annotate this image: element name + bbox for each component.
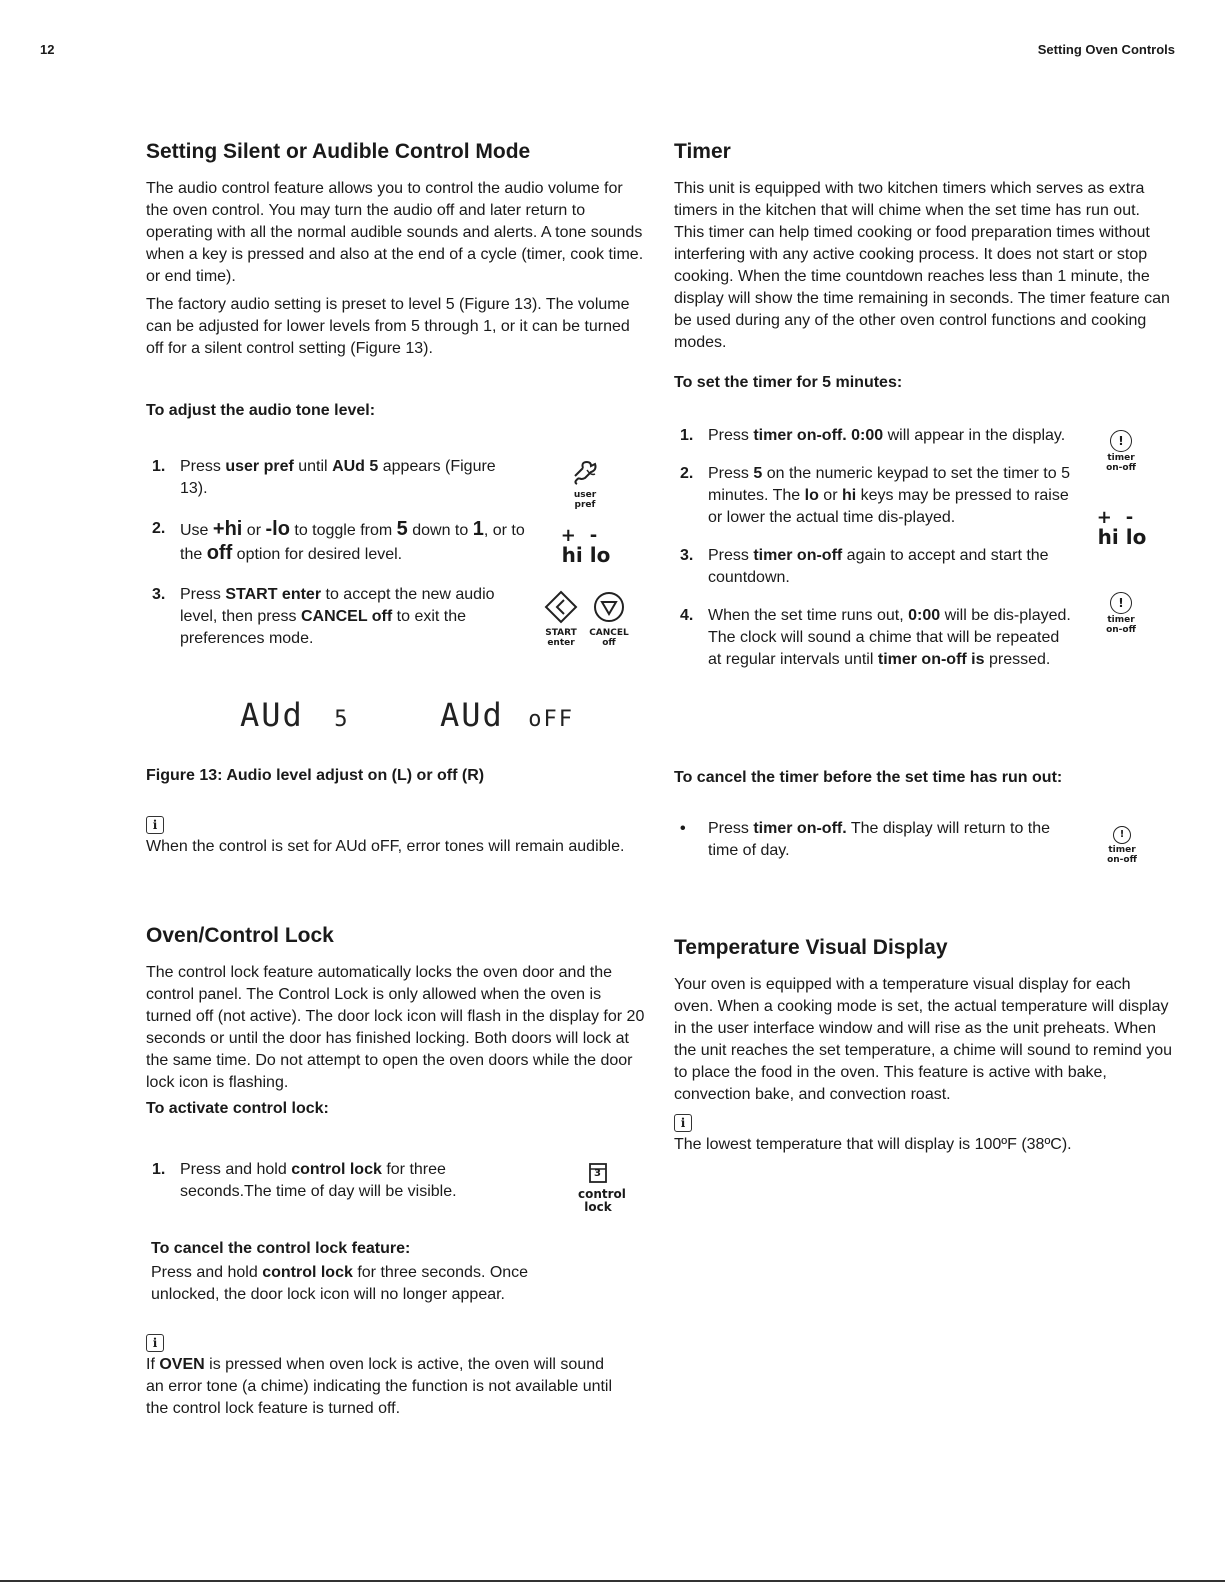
- timer-steps: [674, 425, 1074, 671]
- timer-hi-lo-icon: +- hi lo: [1096, 507, 1148, 549]
- display-audio-on: AUd 5: [240, 696, 350, 734]
- audio-para2: The factory audio setting is preset to level 5 (Figure 13). The volume can be adjusted for lower levels from 5 through 1, or it can be turned off for a silent control setting (Figure 13).: [146, 296, 630, 357]
- lock-title: Oven/Control Lock: [146, 924, 334, 947]
- user-pref-icon: user pref: [560, 458, 610, 510]
- lock-step-1: 1. Press and hold control lock for three seconds.The time of day will be visible.: [152, 1161, 457, 1200]
- control-lock-icon: 3 control lock: [572, 1162, 624, 1214]
- timer-icon: ! timer on-off: [1098, 822, 1146, 865]
- temp-para: Your oven is equipped with a temperature visual display for each oven. When a cooking mode is set, the actual temperature will display in the user interface window and will rise as the unit preheats. When the unit reaches the set temperature, a chime will sound to remind you to place the food in the oven. This feature is active with bake, convection bake, and convection roast.: [674, 976, 1173, 1103]
- audio-steps: [146, 456, 526, 650]
- audio-subhead: To adjust the audio tone level:: [146, 402, 376, 419]
- info-note-icon: i: [146, 816, 164, 834]
- timer-step-2: 2. Press 5 on the numeric keypad to set the timer to 5 minutes. The lo or hi keys may be pressed to raise or lower the actual time dis-played.: [680, 465, 1070, 526]
- bottom-rule: [0, 1580, 1225, 1582]
- audio-step-2: 2. Use +hi or -lo to toggle from 5 down to 1, or to the off option for desired level.: [152, 518, 525, 564]
- timer-step-3: 3. Press timer on-off again to accept and start the countdown.: [680, 547, 1049, 586]
- timer-step-4: 4. When the set time runs out, 0:00 will be dis-played. The clock will sound a chime that will be repeated at regular intervals until timer on-off is pressed.: [680, 607, 1071, 668]
- audio-step-1: 1. Press user pref until AUd 5 appears (Figure 13).: [152, 458, 496, 497]
- temp-note: The lowest temperature that will display is 100ºF (38ºC).: [674, 1136, 1072, 1153]
- display-audio-off: AUd oFF: [440, 696, 574, 734]
- timer-cancel-subhead: To cancel the timer before the set time has run out:: [674, 769, 1063, 786]
- section-title: Setting Oven Controls: [1037, 42, 1175, 57]
- temp-title: Temperature Visual Display: [674, 936, 948, 959]
- timer-step-1: 1. Press timer on-off. 0:00 will appear in the display.: [680, 427, 1066, 444]
- lock-para: The control lock feature automatically locks the oven door and the control panel. The Control Lock is only allowed when the oven is turned off (not active). The door lock icon will flash in the display for 20 seconds or until the door has finished locking. Both doors will lock at the same time. Do not attempt to open the oven doors while the door lock icon is flashing.: [146, 964, 645, 1091]
- timer-title: Timer: [674, 140, 731, 163]
- figure-caption: Figure 13: Audio level adjust on (L) or off (R): [146, 767, 485, 784]
- timer-section: [674, 140, 1174, 360]
- lock-note: i If OVEN is pressed when oven lock is active, the oven will sound an error tone (a chime) indicating the function is not available until the control lock feature is turned off.: [146, 1336, 613, 1417]
- timer-icon: ! timer on-off: [1096, 592, 1146, 635]
- timer-para: This unit is equipped with two kitchen timers which serves as extra timers in the kitchen that will chime when the set time has run out. This timer can help timed cooking or food preparation times without interfering with any active cooking process. It does not start or stop cooking. When the time countdown reaches less than 1 minute, the display will show the time remaining in seconds. The timer feature can be used during any of the other oven control functions and cooking modes.: [674, 180, 1170, 351]
- info-note-icon: i: [674, 1114, 692, 1132]
- page-number: 12: [40, 42, 55, 57]
- audio-step-3: 3. Press START enter to accept the new audio level, then press CANCEL off to exit the preferences mode.: [152, 586, 495, 647]
- lock-steps: [146, 1159, 526, 1203]
- timer-cancel-bullet: • Press timer on-off. The display will return to the time of day.: [680, 820, 1051, 859]
- info-note-icon: i: [146, 1334, 164, 1352]
- lock-cancel: To cancel the control lock feature: Press and hold control lock for three seconds. Once unlocked, the door lock icon will no longer appear.: [151, 1240, 529, 1303]
- hi-lo-icon: +- hi lo: [560, 525, 612, 567]
- timer-subhead: To set the timer for 5 minutes:: [674, 374, 903, 391]
- audio-para1: The audio control feature allows you to control the audio volume for the oven control. You may turn the audio off and later return to operating with all the normal audible sounds and alerts. A tone sounds when a key is pressed and also at the end of a cycle (timer, cook time. or end time).: [146, 180, 644, 285]
- lock-section: [146, 924, 646, 1118]
- start-enter-icon: START enter: [536, 590, 586, 648]
- audio-section: [146, 140, 646, 366]
- cancel-off-icon: CANCEL off: [584, 590, 634, 648]
- temp-section: [674, 936, 1174, 1162]
- audio-title: Setting Silent or Audible Control Mode: [146, 140, 531, 163]
- timer-icon: ! timer on-off: [1096, 430, 1146, 473]
- audio-note: i When the control is set for AUd oFF, error tones will remain audible.: [146, 818, 625, 855]
- lock-subhead: To activate control lock:: [146, 1100, 329, 1117]
